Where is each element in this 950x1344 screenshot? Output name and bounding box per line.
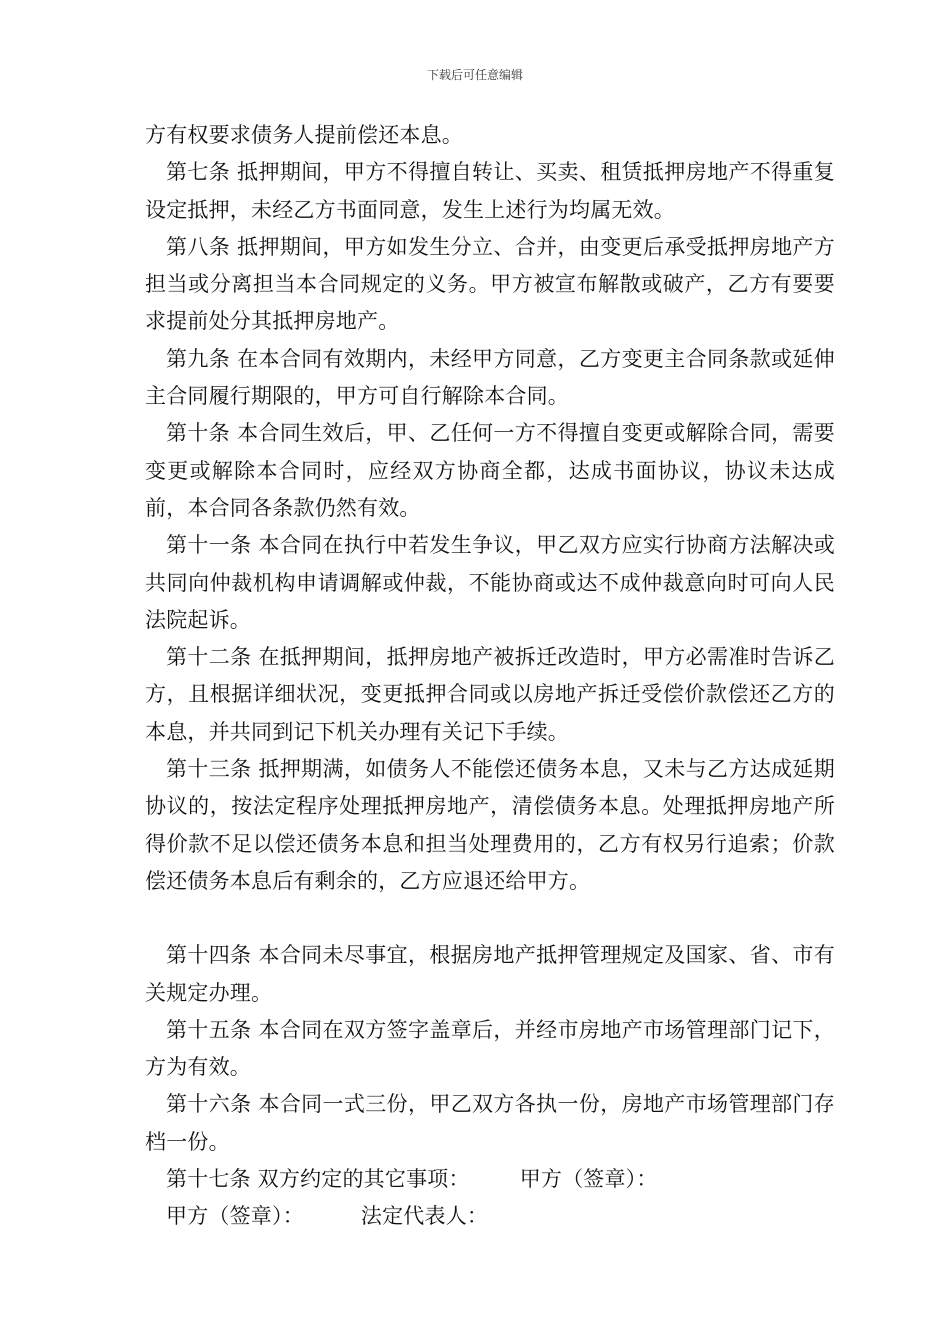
- article-12: 第十二条 在抵押期间，抵押房地产被拆迁改造时，甲方必需准时告诉乙方，且根据详细状况，变更抵押合同或以房地产拆迁受偿价款偿还乙方的本息，并共同到记下机关办理有关记下手续。: [145, 645, 835, 744]
- article-15: 第十五条 本合同在双方签字盖章后，并经市房地产市场管理部门记下，方为有效。: [145, 1017, 835, 1080]
- article-14: 第十四条 本合同未尽事宜，根据房地产抵押管理规定及国家、省、市有关规定办理。: [145, 943, 835, 1005]
- article-9: 第九条 在本合同有效期内，未经甲方同意，乙方变更主合同条款或延伸主合同履行期限的，甲方可自行解除本合同。: [145, 346, 835, 409]
- party-a-signature-label: 甲方（签章）：: [519, 1167, 658, 1192]
- article-10: 第十条 本合同生效后，甲、乙任何一方不得擅自变更或解除合同，需要变更或解除本合同时，应经双方协商全都，达成书面协议，协议未达成前，本合同各条款仍然有效。: [145, 421, 835, 520]
- article-17-text: 第十七条 双方约定的其它事项：: [166, 1167, 470, 1192]
- signature-line: [145, 1198, 835, 1235]
- paragraph-continuation: 方有权要求债务人提前偿还本息。: [145, 123, 463, 147]
- legal-representative-label: 法定代表人：: [360, 1204, 489, 1229]
- article-11: 第十一条 本合同在执行中若发生争议，甲乙双方应实行协商方法解决或共同向仲裁机构申请调解或仲裁，不能协商或达不成仲裁意向时可向人民法院起诉。: [145, 533, 835, 632]
- article-8: 第八条 抵押期间，甲方如发生分立、合并，由变更后承受抵押房地产方担当或分离担当本合同规定的义务。甲方被宣布解散或破产，乙方有要要求提前处分其抵押房地产。: [145, 234, 835, 334]
- contract-body: [145, 117, 835, 1236]
- article-13: 第十三条 抵押期满，如债务人不能偿还债务本息，又未与乙方达成延期协议的，按法定程序处理抵押房地产，清偿债务本息。处理抵押房地产所得价款不足以偿还债务本息和担当处理费用的，乙方有权另行追索；价款偿还债务本息后有剩余的，乙方应退还给甲方。: [145, 757, 835, 893]
- party-a-seal-label: 甲方（签章）：: [166, 1204, 304, 1229]
- article-16: 第十六条 本合同一式三份，甲乙双方各执一份，房地产市场管理部门存档一份。: [145, 1092, 835, 1154]
- page-header-note: 下载后可任意编辑: [426, 68, 523, 82]
- article-17-line: [145, 1161, 835, 1198]
- article-7: 第七条 抵押期间，甲方不得擅自转让、买卖、租赁抵押房地产不得重复设定抵押，未经乙方书面同意，发生上述行为均属无效。: [145, 160, 835, 222]
